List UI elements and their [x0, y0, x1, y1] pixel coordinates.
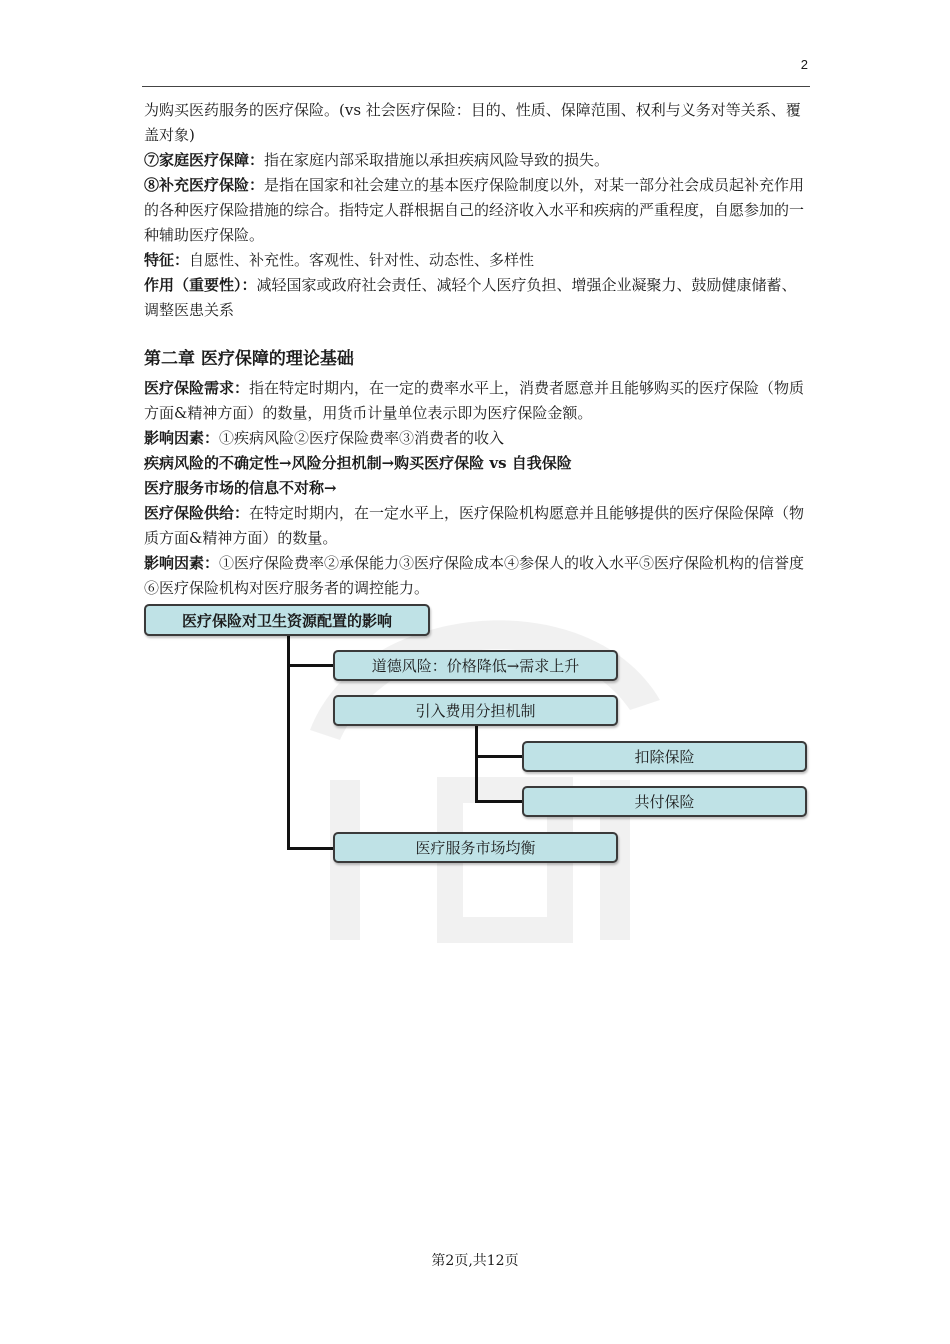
risk-chain-text: 疾病风险的不确定性→风险分担机制→购买医疗保险 vs 自我保险	[144, 454, 572, 472]
paragraph-role	[144, 273, 810, 323]
paragraph-intro: 为购买医药服务的医疗保险。(vs 社会医疗保险：目的、性质、保障范围、权利与义务对等关系、覆盖对象)	[144, 101, 801, 144]
definition-supplementary-insurance: 是指在国家和社会建立的基本医疗保险制度以外，对某一部分社会成员起补充作用的各种医疗保险措施的综合。指特定人群根据自己的经济收入水平和疾病的严重程度，自愿参加的一种辅助医疗保险。	[144, 176, 805, 244]
node-market-equilibrium: 医疗服务市场均衡	[333, 832, 618, 863]
term-insurance-supply: 医疗保险供给：	[144, 504, 250, 522]
chapter-heading: 第二章 医疗保障的理论基础	[144, 349, 354, 369]
features-text: 自愿性、补充性。客观性、针对性、动态性、多样性	[189, 251, 535, 269]
role-text: 减轻国家或政府社会责任、减轻个人医疗负担、增强企业凝聚力、鼓励健康储蓄、调整医患关系	[144, 276, 797, 319]
paragraph-supply-factors	[144, 551, 810, 601]
header-rule	[142, 86, 810, 87]
definition-insurance-demand: 指在特定时期内，在一定的费率水平上，消费者愿意并且能够购买的医疗保险（物质方面&精神方面）的数量，用货币计量单位表示即为医疗保险金额。	[144, 379, 805, 422]
connector-root-trunk	[287, 634, 290, 850]
paragraph-supplementary-insurance	[144, 173, 810, 248]
demand-factors-text: ①疾病风险②医疗保险费率③消费者的收入	[219, 429, 505, 447]
definition-family-medical-protection: 指在家庭内部采取措施以承担疾病风险导致的损失。	[264, 151, 610, 169]
diagram-root-node: 医疗保险对卫生资源配置的影响	[144, 604, 430, 636]
node-copay: 共付保险	[522, 786, 807, 817]
term-supply-factors: 影响因素：	[144, 554, 220, 572]
term-features: 特征：	[144, 251, 190, 269]
watermark-logo	[270, 560, 690, 960]
node-deductible: 扣除保险	[522, 741, 807, 772]
paragraph-risk-chain	[144, 451, 810, 476]
term-role: 作用（重要性）：	[144, 276, 257, 294]
connector-to-copay	[475, 800, 523, 803]
connector-to-deductible	[475, 755, 523, 758]
page-number: 2	[800, 57, 808, 72]
paragraph-features	[144, 248, 810, 273]
information-asymmetry-text: 医疗服务市场的信息不对称→	[144, 479, 337, 497]
node-moral-hazard: 道德风险：价格降低→需求上升	[333, 650, 618, 681]
connector-to-moral-hazard	[287, 664, 334, 667]
paragraph-information-asymmetry	[144, 476, 810, 501]
paragraph-family-medical-protection	[144, 148, 810, 173]
connector-to-market-equilibrium	[287, 847, 334, 850]
term-demand-factors: 影响因素：	[144, 429, 220, 447]
paragraph-insurance-demand	[144, 376, 810, 426]
node-cost-sharing: 引入费用分担机制	[333, 695, 618, 726]
body-text	[144, 98, 810, 601]
term-family-medical-protection: ⑦家庭医疗保障：	[144, 151, 265, 169]
definition-insurance-supply: 在特定时期内，在一定水平上，医疗保险机构愿意并且能够提供的医疗保险保障（物质方面&精神方面）的数量。	[144, 504, 805, 547]
supply-factors-text: ①医疗保险费率②承保能力③医疗保险成本④参保人的收入水平⑤医疗保险机构的信誉度⑥医疗保险机构对医疗服务者的调控能力。	[144, 554, 805, 597]
page-footer: 第2页,共12页	[431, 1253, 519, 1269]
term-insurance-demand: 医疗保险需求：	[144, 379, 250, 397]
term-supplementary-insurance: ⑧补充医疗保险：	[144, 176, 265, 194]
paragraph-demand-factors	[144, 426, 810, 451]
connector-cost-sharing-trunk	[475, 725, 478, 803]
paragraph-insurance-supply	[144, 501, 810, 551]
